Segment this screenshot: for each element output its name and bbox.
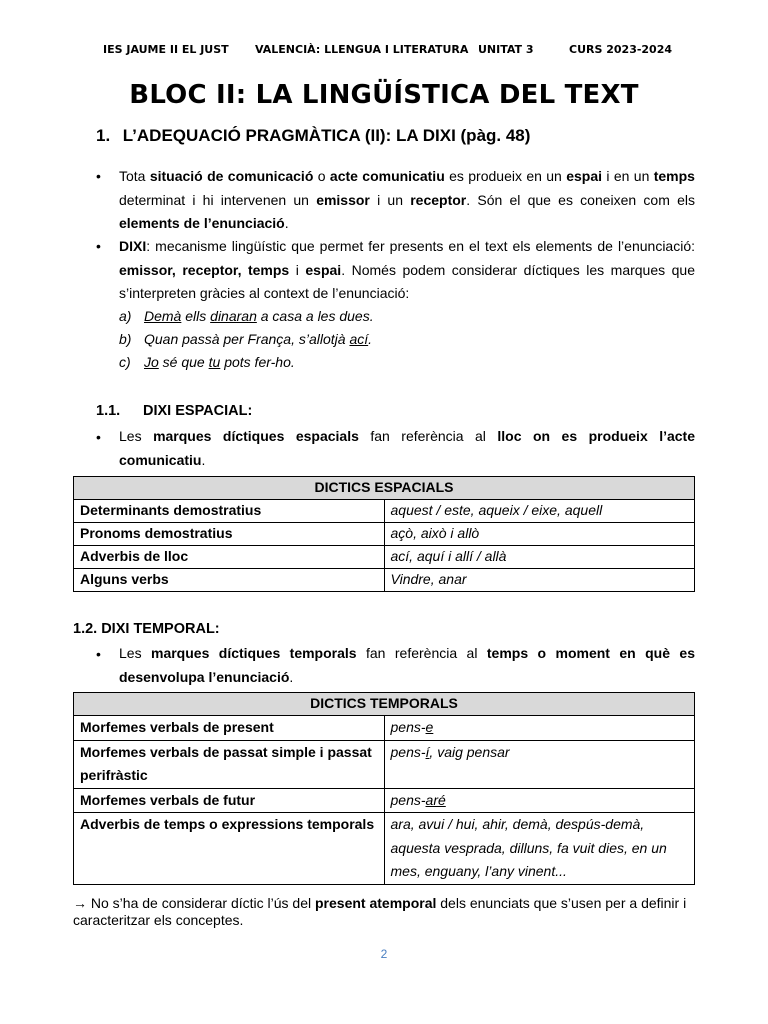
bullet-paragraph-temporal	[119, 642, 695, 689]
header-unit: UNITAT 3	[478, 43, 534, 56]
section-1-2-heading: 1.2. DIXI TEMPORAL:	[73, 621, 220, 637]
bullet-icon: •	[96, 238, 101, 254]
table-row: Adverbis de temps o expressions temporals ara, avui / hui, ahir, demà, despús-demà, aquesta vesprada, dilluns, fa vuit dies, en un mes, enguany, l’any vinent...	[74, 813, 695, 885]
header-school: IES JAUME II EL JUST	[103, 43, 229, 56]
temporal-deictics-table	[73, 692, 695, 885]
text-line: Tota situació de comunicació o acte comunicatiu es produeix en un espai i en un temps	[119, 168, 695, 184]
example-a: a) Demà ells dinaran a casa a les dues.	[119, 308, 374, 324]
section-1-title: L’ADEQUACIÓ PRAGMÀTICA (II): LA DIXI (pàg. 48)	[122, 126, 531, 145]
section-1-number: 1.	[96, 126, 111, 145]
table-row: Morfemes verbals de futur pens-aré	[74, 788, 695, 813]
table-row: Morfemes verbals de present pens-e	[74, 716, 695, 741]
table-header: DICTICS TEMPORALS	[74, 693, 695, 716]
table-row: Alguns verbs Vindre, anar	[74, 569, 695, 592]
text-line: comunicatiu.	[119, 451, 206, 468]
table-header: DICTICS ESPACIALS	[74, 477, 695, 500]
spatial-deictics-table	[73, 476, 695, 592]
text-line: desenvolupa l’enunciació.	[119, 668, 294, 685]
bullet-icon: •	[96, 168, 101, 184]
page-title: BLOC II: LA LINGÜÍSTICA DEL TEXT	[129, 80, 639, 110]
example-c: c) Jo sé que tu pots fer-ho.	[119, 354, 295, 370]
header-course: CURS 2023-2024	[569, 43, 673, 56]
bullet-icon: •	[96, 646, 101, 662]
example-b: b) Quan passà per França, s’allotjà ací.	[119, 331, 373, 347]
bullet-paragraph-2	[119, 235, 695, 306]
text-line: emissor, receptor, temps i espai. Només podem considerar díctiques les marques que	[119, 261, 695, 278]
table-row: Adverbis de lloc ací, aquí i allí / allà	[74, 546, 695, 569]
table-row: Morfemes verbals de passat simple i passat perifràstic pens-í, vaig pensar	[74, 740, 695, 788]
table-row: Determinants demostratius aquest / este, aqueix / eixe, aquell	[74, 500, 695, 523]
text-line: DIXI: mecanisme lingüístic que permet fer presents en el text els elements de l’enunciació:	[119, 238, 695, 254]
bullet-paragraph-spatial	[119, 425, 695, 472]
section-1-heading	[96, 126, 530, 146]
text-line: Les marques díctiques espacials fan referència al lloc on es produeix l’acte	[119, 428, 696, 444]
bullet-icon: •	[96, 429, 101, 445]
section-1-1-heading: 1.1. DIXI ESPACIAL:	[96, 403, 253, 419]
page-header	[0, 43, 768, 59]
page-number: 2	[380, 947, 388, 961]
note-paragraph: → No s’ha de considerar díctic l’ús del present atemporal dels enunciats que s’usen per a definir i caracteritzar els conceptes.	[73, 895, 687, 928]
header-subject: VALENCIÀ: LLENGUA I LITERATURA	[255, 43, 469, 56]
text-line: Les marques díctiques temporals fan referència al temps o moment en què es	[119, 645, 696, 661]
text-line: s’interpreten gràcies al context de l’enunciació:	[119, 285, 410, 301]
text-line: determinat i hi intervenen un emissor i un receptor. Són el que es coneixen com els	[119, 191, 695, 208]
table-row: Pronoms demostratius açò, això i allò	[74, 523, 695, 546]
bullet-paragraph-1	[119, 165, 695, 236]
text-line: elements de l’enunciació.	[119, 215, 289, 231]
